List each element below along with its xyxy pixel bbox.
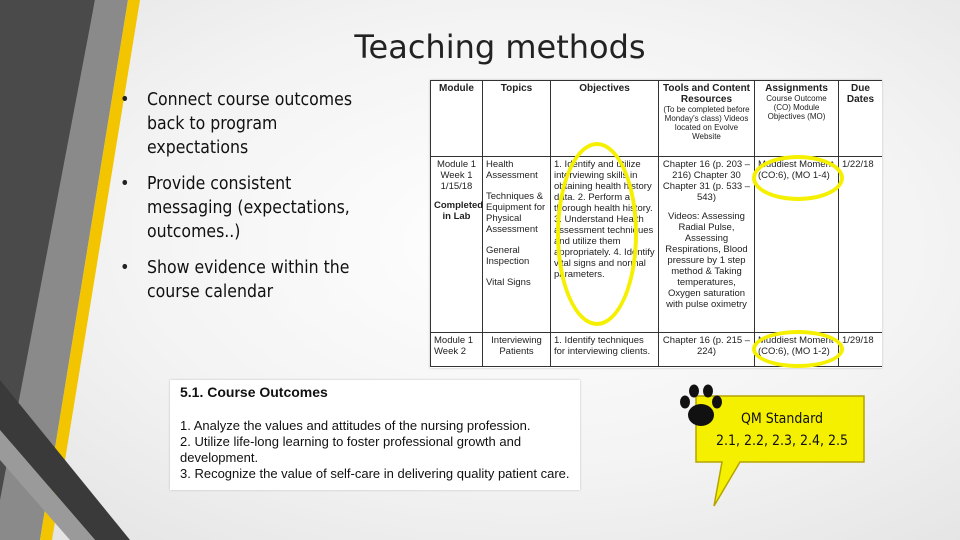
topic-item: Techniques & Equipment for Physical Assessment [486,191,546,235]
course-calendar-table [430,80,882,367]
row1-objectives: 1. Identify and utilize interviewing skills in obtaining health history data. 2. Perform a thorough health history. 3. Understand Health assessment techniques and utilize them appropriately. 4. Identify vital signs and normal parameters. [551,157,659,333]
bullet-icon: • [120,173,130,194]
row1-assignment: Muddiest Moment (CO:6), (MO 1-4) [755,157,839,333]
header-assignments-label: Assignments [765,83,828,94]
row2-objectives: 1. Identify techniques for interviewing clients. [551,333,659,367]
course-outcomes-list [180,418,580,482]
row2-tools: Chapter 16 (p. 215 – 224) [659,333,755,367]
header-assignments [755,81,839,157]
header-module: Module [431,81,483,157]
row1-topics [483,157,551,333]
bullet-icon: • [120,89,130,110]
bullet-text: Show evidence within the course calendar [147,258,350,302]
header-objectives: Objectives [551,81,659,157]
header-tools-label: Tools and Content Resources [662,83,751,105]
course-outcomes-image [170,380,580,490]
highlight-ring-objectives [556,142,638,326]
header-assignments-note: Course Outcome (CO) Module Objectives (MO) [766,94,827,121]
qm-standard-numbers: 2.1, 2.2, 2.3, 2.4, 2.5 [715,433,849,449]
bullet-item [120,256,360,304]
topic-item: Vital Signs [486,277,531,288]
slide-title: Teaching methods [354,28,646,66]
header-topics: Topics [483,81,551,157]
bullet-icon: • [120,257,130,278]
course-outcomes-heading: 5.1. Course Outcomes [180,384,328,400]
row2-assignment: Muddiest Moment (CO:6), (MO 1-2) [755,333,839,367]
row2-module: Module 1 Week 2 [431,333,483,367]
highlight-ring-assignment-2 [752,330,844,368]
bullet-list [120,88,360,316]
row1-tools-text: Chapter 16 (p. 203 – 216) Chapter 30 Chapter 31 (p. 533 – 543) [662,159,751,203]
topic-item: General Inspection [486,245,530,267]
header-tools [659,81,755,157]
row1-tools [659,157,755,333]
qm-callout-text [700,408,864,452]
outcome-item: 2. Utilize life-long learning to foster professional growth and development. [180,434,522,465]
highlight-ring-assignment-1 [752,155,844,201]
bullet-text: Provide consistent messaging (expectations, outcomes..) [147,174,350,242]
row1-videos: Videos: Assessing Radial Pulse, Assessing Respirations, Blood pressure by 1 step method & Taking temperatures, Oxygen saturation with pulse oximetry [665,211,748,310]
row1-module [431,157,483,333]
row1-module-text: Module 1 Week 1 1/15/18 [436,159,477,192]
bullet-item [120,172,360,244]
row1-module-note: Completed in Lab [434,200,484,222]
qm-standard-label: QM Standard [740,411,824,427]
bullet-item [120,88,360,160]
course-calendar-table-image [430,80,882,368]
row2-topics: Interviewing Patients [483,333,551,367]
row1-due: 1/22/18 [839,157,883,333]
bullet-text: Connect course outcomes back to program expectations [147,90,353,158]
outcome-item: 3. Recognize the value of self-care in delivering quality patient care. [180,466,570,481]
header-due: Due Dates [839,81,883,157]
header-tools-note: (To be completed before Monday's class) Videos located on Evolve Website [663,105,750,141]
row2-due: 1/29/18 [839,333,883,367]
topic-item: Health Assessment [486,159,538,181]
outcome-item: 1. Analyze the values and attitudes of the nursing profession. [180,418,531,433]
